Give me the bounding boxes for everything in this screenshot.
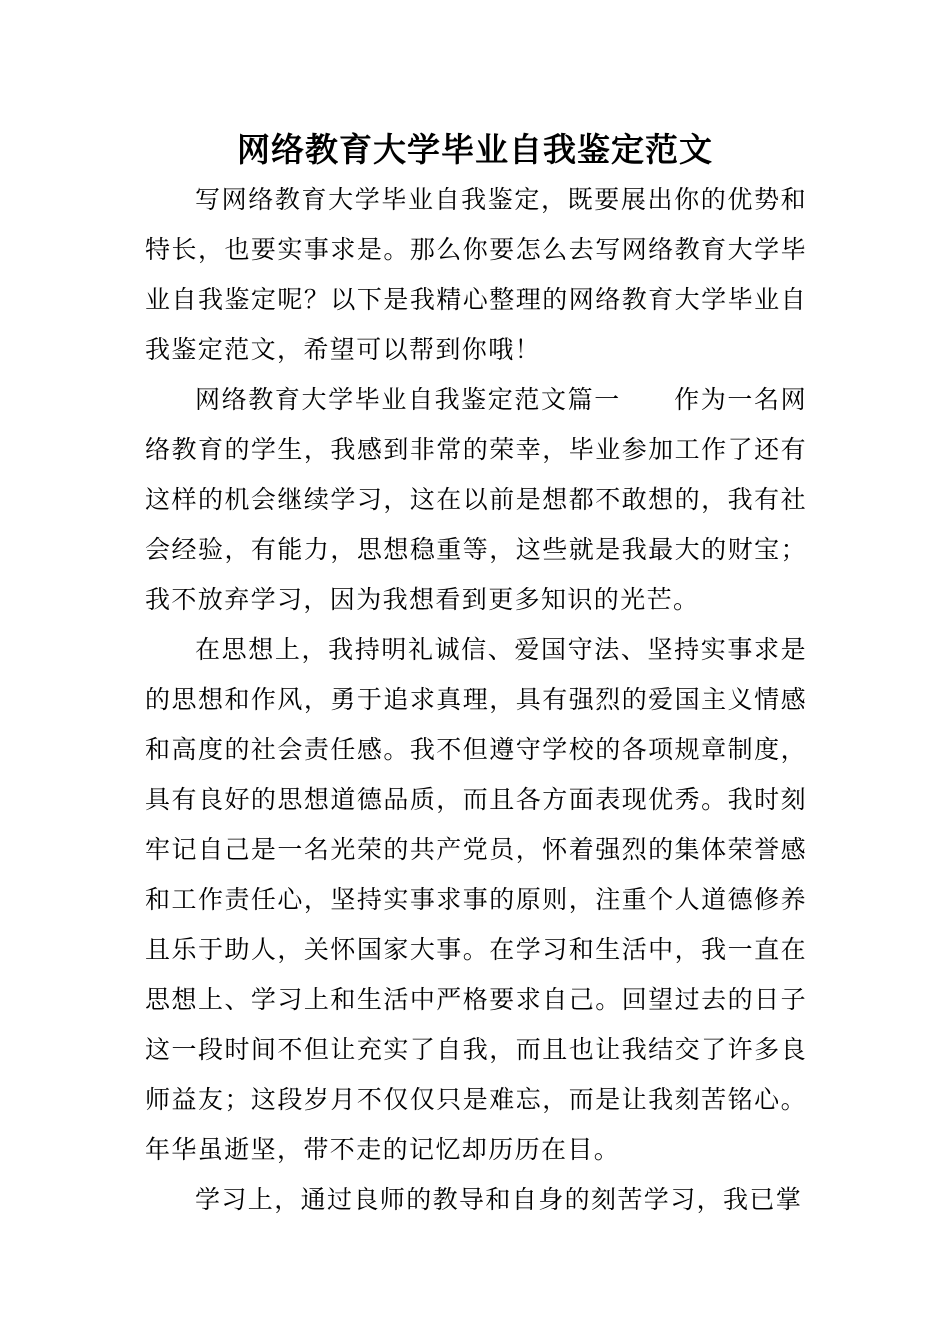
paragraph-thought: 在思想上，我持明礼诚信、爱国守法、坚持实事求是的思想和作风，勇于追求真理，具有强烈的爱国主义情感和高度的社会责任感。我不但遵守学校的各项规章制度，具有良好的思想道德品质，而且各方面表现优秀。我时刻牢记自己是一名光荣的共产党员，怀着强烈的集体荣誉感和工作责任心，坚持实事求事的原则，注重个人道德修养且乐于助人，关怀国家大事。在学习和生活中，我一直在思想上、学习上和生活中严格要求自己。回望过去的日子这一段时间不但让充实了自我，而且也让我结交了许多良师益友；这段岁月不仅仅只是难忘，而是让我刻苦铭心。年华虽逝坚，带不走的记忆却历历在目。	[145, 635, 807, 1164]
paragraph-section-one: 网络教育大学毕业自我鉴定范文篇一 作为一名网络教育的学生，我感到非常的荣幸，毕业参加工作了还有这样的机会继续学习，这在以前是想都不敢想的，我有社会经验，有能力，思想稳重等，这些就是我最大的财宝；我不放弃学习，因为我想看到更多知识的光芒。	[145, 385, 807, 614]
paragraph-study: 学习上，通过良师的教导和自身的刻苦学习，我已掌	[195, 1185, 803, 1214]
document-title: 网络教育大学毕业自我鉴定范文	[237, 130, 713, 169]
paragraph-intro: 写网络教育大学毕业自我鉴定，既要展出你的优势和特长，也要实事求是。那么你要怎么去写网络教育大学毕业自我鉴定呢？以下是我精心整理的网络教育大学毕业自我鉴定范文，希望可以帮到你哦！	[145, 185, 807, 364]
document-body	[145, 175, 807, 1225]
